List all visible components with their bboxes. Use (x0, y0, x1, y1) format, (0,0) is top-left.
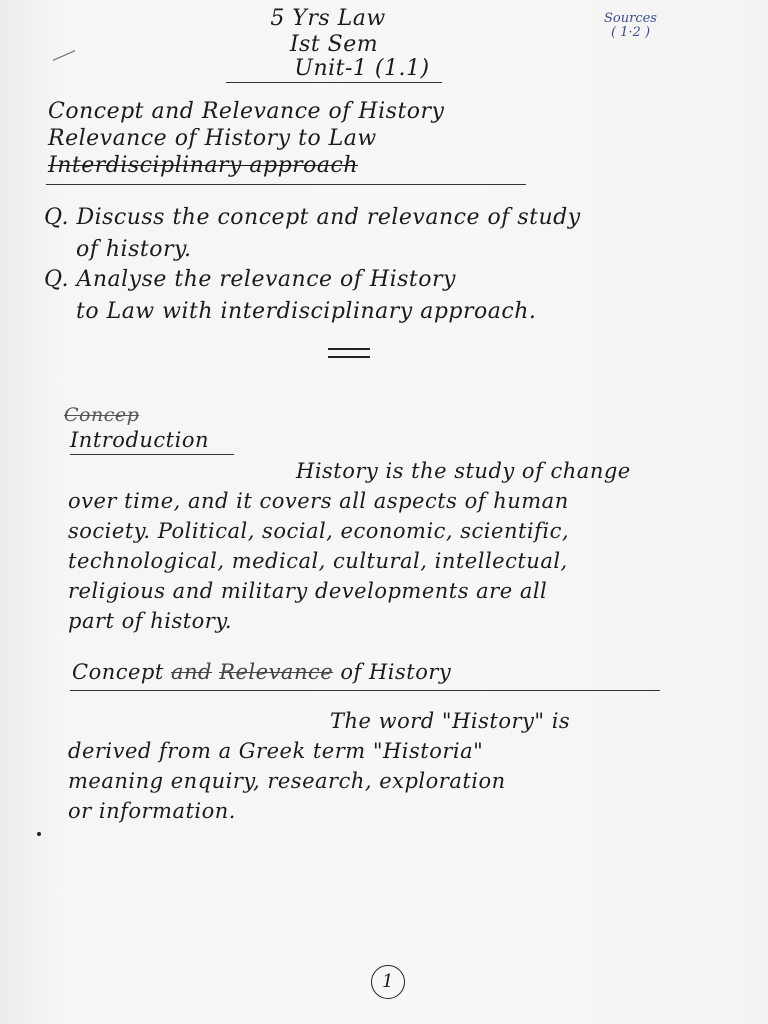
question-text: to Law with interdisciplinary approach. (76, 299, 537, 324)
semester-label: Ist Sem (289, 32, 379, 57)
paragraph-line: religious and military developments are all (68, 579, 548, 603)
topic-item: Concept and Relevance of History (48, 99, 445, 124)
page-number: 1 (371, 965, 405, 999)
question-2 (44, 264, 724, 328)
paragraph-line: technological, medical, cultural, intellectual, (68, 549, 568, 573)
introduction-paragraph (68, 456, 738, 636)
question-text: of history. (76, 237, 192, 262)
course-title: 5 Yrs Law (270, 6, 386, 31)
paragraph-line: derived from a Greek term "Historia" (68, 739, 484, 763)
paragraph-line: History is the study of change (296, 459, 631, 483)
concept-heading (72, 660, 451, 684)
topics-underline (46, 184, 526, 185)
sources-label: Sources (604, 11, 657, 26)
paragraph-line: over time, and it covers all aspects of human (68, 489, 569, 513)
separator-mark (328, 348, 370, 358)
question-prefix: Q. (44, 205, 69, 230)
concept-heading-struck: and (171, 660, 212, 684)
sources-ref: ( 1·2 ) (610, 25, 651, 40)
topic-item: Relevance of History to Law (48, 126, 377, 151)
concept-heading-word: of History (340, 660, 452, 684)
header-underline (226, 82, 442, 83)
ink-dot (37, 832, 41, 836)
paragraph-line: or information. (68, 799, 236, 823)
concept-underline (70, 690, 660, 691)
introduction-underline (70, 454, 234, 455)
concept-heading-word: Concept (72, 660, 164, 684)
concept-heading-struck: Relevance (219, 660, 334, 684)
sources-note (604, 12, 657, 40)
paragraph-line: The word "History" is (330, 709, 571, 733)
topic-item: Interdisciplinary approach (48, 153, 359, 178)
paragraph-line: part of history. (68, 609, 233, 633)
concept-paragraph (68, 706, 738, 826)
question-text: Discuss the concept and relevance of study (76, 205, 581, 230)
topics-list (48, 98, 528, 179)
question-prefix: Q. (44, 267, 69, 292)
question-1 (44, 202, 724, 266)
unit-label: Unit-1 (1.1) (294, 56, 430, 81)
question-text: Analyse the relevance of History (76, 267, 456, 292)
paragraph-line: meaning enquiry, research, exploration (68, 769, 506, 793)
introduction-heading: Introduction (70, 428, 209, 452)
struck-heading: Concep (64, 404, 140, 426)
paragraph-line: society. Political, social, economic, scientific, (68, 519, 570, 543)
